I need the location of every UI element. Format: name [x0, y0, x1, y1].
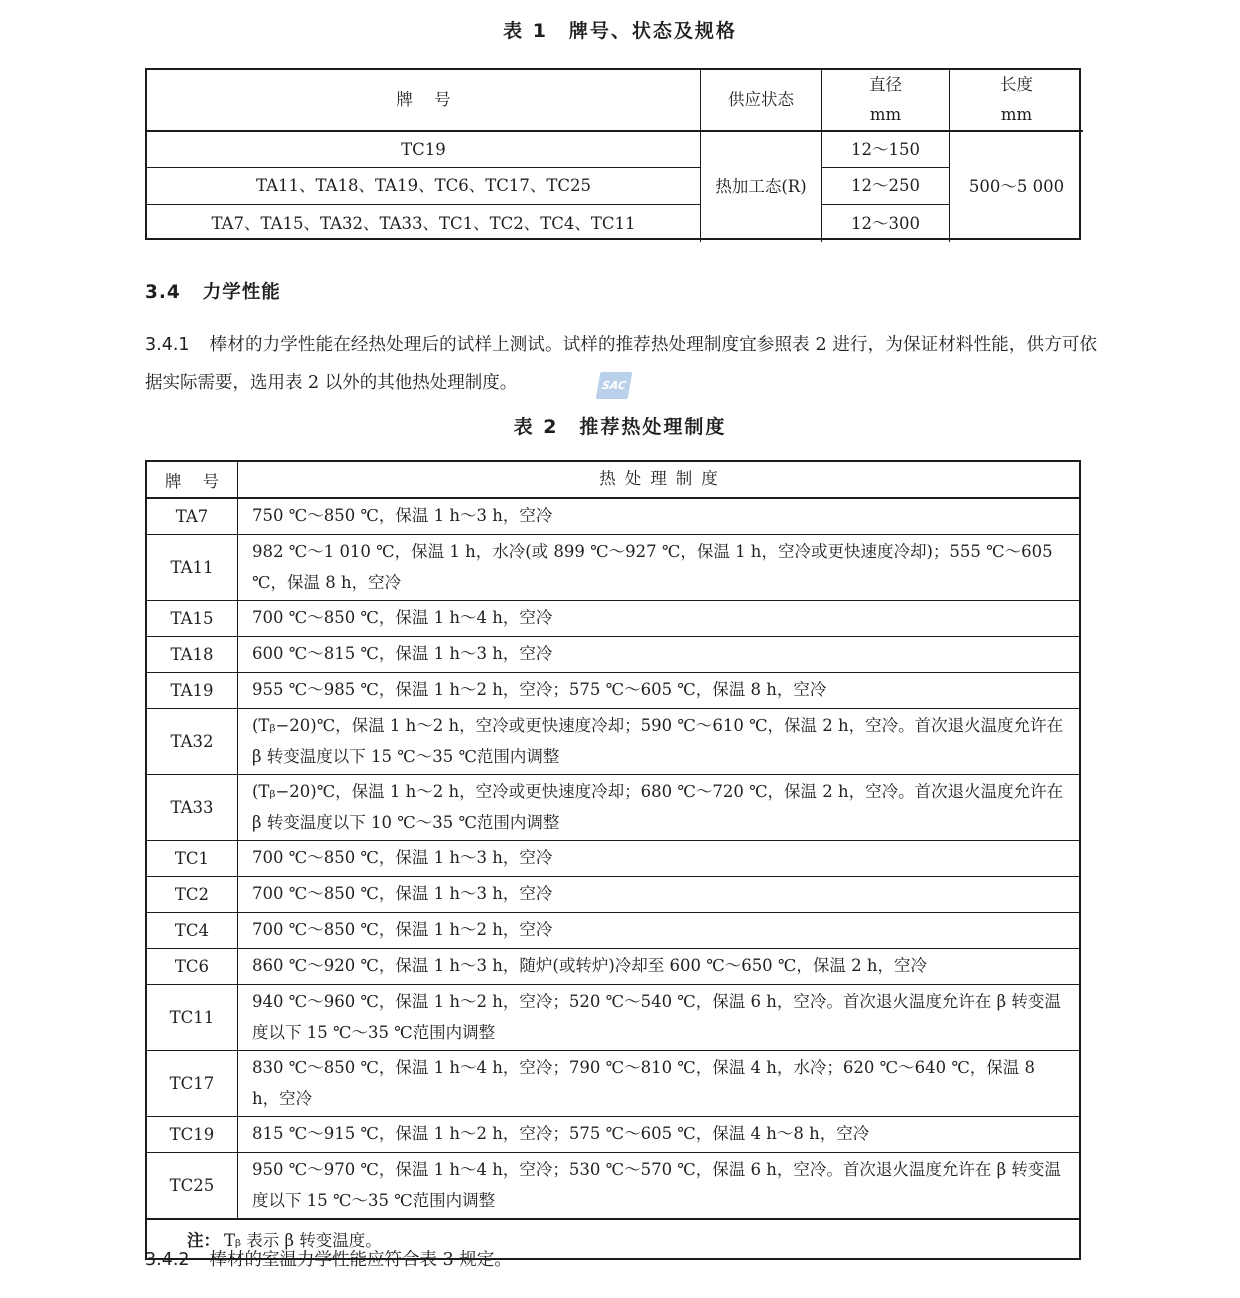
- table1-caption: 表 1 牌号、状态及规格: [503, 20, 737, 42]
- grade-cell: TC19: [147, 1117, 238, 1152]
- table1-grades-states-specs: [145, 68, 1081, 240]
- table-row: [147, 949, 1079, 985]
- table-row: [147, 499, 1079, 535]
- table1-grades-cell: TA7、TA15、TA32、TA33、TC1、TC2、TC4、TC11: [147, 205, 701, 242]
- regime-cell: (Tᵦ−20)℃，保温 1 h～2 h，空冷或更快速度冷却；590 ℃～610 ℃，保温 2 h，空冷。首次退火温度允许在 β 转变温度以下 15 ℃～35 ℃范围内调整: [252, 716, 1064, 766]
- grade-cell: TC11: [147, 985, 238, 1050]
- table-row: [147, 775, 1079, 841]
- table-row: [147, 709, 1079, 775]
- clause-text: 棒材的室温力学性能应符合表 3 规定。: [209, 1250, 512, 1270]
- table1-header-diameter: [822, 70, 950, 132]
- clause-text: 棒材的力学性能在经热处理后的试样上测试。试样的推荐热处理制度宜参照表 2 进行，为保证材料性能，供方可依据实际需要，选用表 2 以外的其他热处理制度。: [145, 335, 1097, 393]
- watermark-text: SAC: [600, 379, 628, 392]
- table1-length-cell: 500～5 000: [968, 177, 1065, 196]
- table-row: [147, 877, 1079, 913]
- table2-header-row: [147, 462, 1079, 499]
- table-row: [147, 601, 1079, 637]
- table1-diameter-cell: 12～150: [822, 132, 950, 168]
- clause-number: 3.4: [145, 282, 181, 303]
- regime-cell: 700 ℃～850 ℃，保温 1 h～3 h，空冷: [252, 884, 553, 904]
- table-row: [147, 1153, 1079, 1220]
- clause-number: 3.4.2: [145, 1250, 190, 1270]
- regime-cell: 700 ℃～850 ℃，保温 1 h～4 h，空冷: [252, 608, 553, 628]
- table2-caption: 表 2 推荐热处理制度: [513, 416, 727, 438]
- grade-cell: TC4: [147, 913, 238, 948]
- grade-cell: TA15: [147, 601, 238, 636]
- table2-header-regime: 热处理制度: [599, 469, 727, 489]
- regime-cell: 700 ℃～850 ℃，保温 1 h～2 h，空冷: [252, 920, 553, 940]
- table1-grades-cell: TA11、TA18、TA19、TC6、TC17、TC25: [147, 168, 701, 205]
- regime-cell: 815 ℃～915 ℃，保温 1 h～2 h，空冷；575 ℃～605 ℃，保温 4 h～8 h，空冷: [252, 1124, 870, 1144]
- grade-cell: TA32: [147, 709, 238, 774]
- grade-cell: TC6: [147, 949, 238, 984]
- grade-cell: TA19: [147, 673, 238, 708]
- sac-watermark-logo: [596, 372, 633, 399]
- table-row: [147, 535, 1079, 601]
- grade-cell: TA7: [147, 499, 238, 534]
- diameter-unit: mm: [869, 105, 902, 124]
- grade-cell: TC25: [147, 1153, 238, 1218]
- table1-header-state: 供应状态: [701, 70, 822, 132]
- table-row: [147, 673, 1079, 709]
- regime-cell: 750 ℃～850 ℃，保温 1 h～3 h，空冷: [252, 506, 553, 526]
- table1-diameter-cell: 12～250: [822, 168, 950, 205]
- section-heading-3-4: [145, 278, 281, 304]
- paragraph-3-4-2: [145, 1246, 512, 1271]
- table1-header-length: [950, 70, 1083, 132]
- length-unit: mm: [1000, 105, 1033, 124]
- regime-cell: 830 ℃～850 ℃，保温 1 h～4 h，空冷；790 ℃～810 ℃，保温 4 h，水冷；620 ℃～640 ℃，保温 8 h，空冷: [252, 1058, 1036, 1108]
- grade-cell: TC1: [147, 841, 238, 876]
- regime-cell: 982 ℃～1 010 ℃，保温 1 h，水冷(或 899 ℃～927 ℃，保温 1 h，空冷或更快速度冷却)；555 ℃～605 ℃，保温 8 h，空冷: [252, 542, 1053, 592]
- regime-cell: 950 ℃～970 ℃，保温 1 h～4 h，空冷；530 ℃～570 ℃，保温 6 h，空冷。首次退火温度允许在 β 转变温度以下 15 ℃～35 ℃范围内调整: [252, 1160, 1061, 1210]
- grade-cell: TA33: [147, 775, 238, 840]
- grade-cell: TC2: [147, 877, 238, 912]
- table-row: [147, 841, 1079, 877]
- table1-diameter-cell: 12～300: [822, 205, 950, 242]
- regime-cell: 860 ℃～920 ℃，保温 1 h～3 h，随炉(或转炉)冷却至 600 ℃～650 ℃，保温 2 h，空冷: [252, 956, 928, 976]
- table1-grades-cell: TC19: [147, 132, 701, 168]
- table-row: [147, 985, 1079, 1051]
- grade-cell: TA18: [147, 637, 238, 672]
- table2-header-grade: 牌 号: [147, 462, 238, 497]
- note-label: 注：: [187, 1231, 220, 1250]
- clause-title: 力学性能: [202, 282, 281, 303]
- grade-cell: TC17: [147, 1051, 238, 1116]
- grade-cell: TA11: [147, 535, 238, 600]
- table-row: [147, 913, 1079, 949]
- table-row: [147, 1051, 1079, 1117]
- regime-cell: 955 ℃～985 ℃，保温 1 h～2 h，空冷；575 ℃～605 ℃，保温 8 h，空冷: [252, 680, 827, 700]
- regime-cell: 700 ℃～850 ℃，保温 1 h～3 h，空冷: [252, 848, 553, 868]
- clause-number: 3.4.1: [145, 335, 190, 355]
- regime-cell: 600 ℃～815 ℃，保温 1 h～3 h，空冷: [252, 644, 553, 664]
- table-row: [147, 637, 1079, 673]
- table-row: [147, 1117, 1079, 1153]
- table2-heat-treatment-regimes: [145, 460, 1081, 1260]
- table1-header-grade: 牌 号: [147, 70, 701, 132]
- diameter-label: 直径: [869, 75, 902, 94]
- regime-cell: 940 ℃～960 ℃，保温 1 h～2 h，空冷；520 ℃～540 ℃，保温 6 h，空冷。首次退火温度允许在 β 转变温度以下 15 ℃～35 ℃范围内调整: [252, 992, 1061, 1042]
- table1-state-cell: 热加工态(R): [701, 132, 822, 242]
- note-text: Tᵦ 表示 β 转变温度。: [224, 1231, 382, 1250]
- regime-cell: (Tᵦ−20)℃，保温 1 h～2 h，空冷或更快速度冷却；680 ℃～720 ℃，保温 2 h，空冷。首次退火温度允许在 β 转变温度以下 10 ℃～35 ℃范围内调整: [252, 782, 1064, 832]
- length-label: 长度: [1000, 75, 1033, 94]
